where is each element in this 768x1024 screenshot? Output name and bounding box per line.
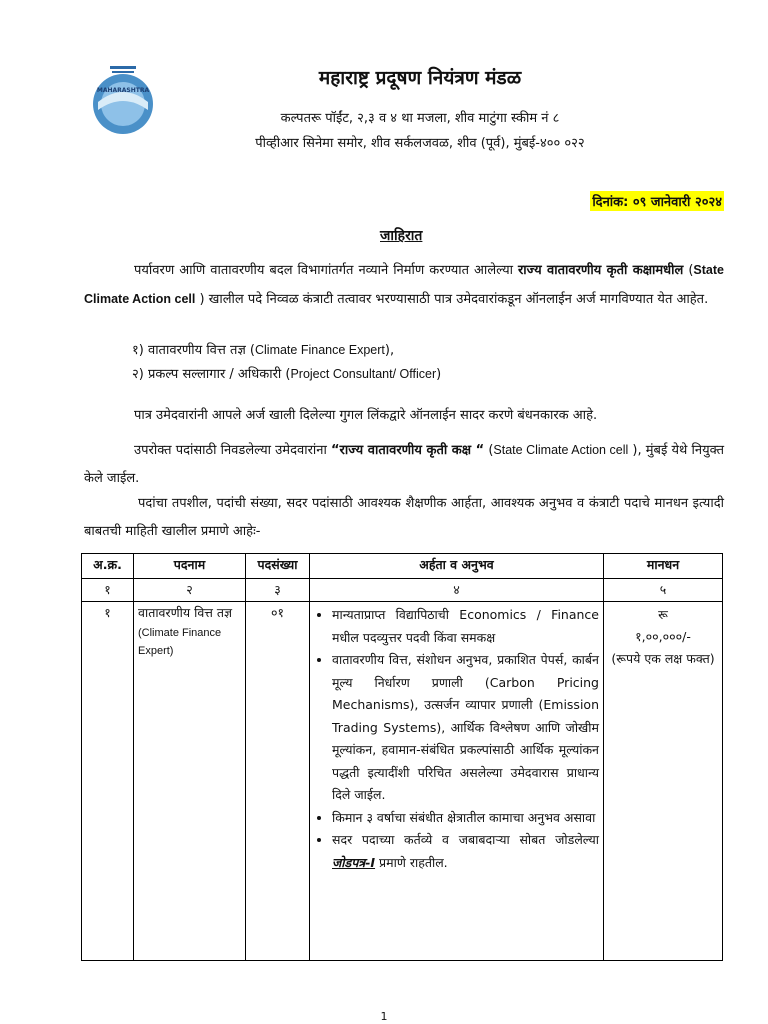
- posting-bold: “राज्य वातावरणीय कृती कक्ष “: [330, 443, 485, 458]
- mpcb-logo: [88, 62, 158, 136]
- row-sr: १: [82, 602, 134, 961]
- row-post: [134, 602, 246, 961]
- intro-english: State Climate Action cell: [84, 263, 724, 306]
- row-pay: [604, 602, 723, 961]
- post-1-en: Climate Finance Expert: [254, 343, 385, 357]
- posting-text-3: ), मुंबई येथे नियुक्त केले जाईल.: [84, 443, 724, 486]
- apply-paragraph: [84, 402, 724, 430]
- intro-paragraph: [84, 256, 724, 314]
- annexure-link: जोडपत्र-I: [332, 854, 376, 870]
- pay-amount: १,००,०००/-: [635, 629, 691, 644]
- org-name: महाराष्ट्र प्रदूषण नियंत्रण मंडळ: [318, 67, 522, 89]
- posting-text-2: (: [484, 443, 494, 458]
- header-pay: मानधन: [604, 554, 723, 579]
- post-2-mr: २) प्रकल्प सल्लागार / अधिकारी (: [132, 367, 291, 382]
- table-column-number-row: [82, 579, 723, 602]
- date-label: दिनांक: ०९ जानेवारी २०२४: [590, 191, 724, 211]
- qualification-item: [332, 829, 599, 874]
- post-list-item-1: [132, 340, 394, 358]
- address-line-2: पीव्हीआर सिनेमा समोर, शीव सर्कलजवळ, शीव (पूर्व), मुंबई-४०० ०२२: [255, 136, 585, 151]
- row-count: ०१: [246, 602, 310, 961]
- header-qualification: अर्हता व अनुभव: [310, 554, 604, 579]
- col-number: ५: [604, 579, 723, 602]
- posting-paragraph: [84, 436, 724, 493]
- post-name-en: (Climate Finance Expert): [138, 627, 222, 657]
- posting-text-1: उपरोक्त पदांसाठी निवडलेल्या उमेदवारांना: [134, 443, 331, 458]
- intro-text-3: ) खालील पदे निव्वळ कंत्राटी तत्वावर भरण्यासाठी पात्र उमेदवारांकडून ऑनलाईन अर्ज मागविण्यात येत आहेत.: [195, 292, 709, 307]
- post-list-item-2: [132, 364, 441, 382]
- header-count: पदसंख्या: [246, 554, 310, 579]
- intro-text-2: (: [683, 263, 694, 278]
- post-2-end: ): [436, 367, 442, 382]
- intro-text-1: पर्यावरण आणि वातावरणीय बदल विभागांतर्गत नव्याने निर्माण करण्यात आलेल्या: [134, 263, 518, 278]
- post-1-end: ),: [384, 343, 395, 358]
- table-header-row: [82, 554, 723, 579]
- intro-bold: राज्य वातावरणीय कृती कक्षामधील: [517, 263, 684, 278]
- col-number: १: [82, 579, 134, 602]
- col-number: ४: [310, 579, 604, 602]
- table-row: [82, 602, 723, 961]
- posting-english: State Climate Action cell: [493, 443, 629, 457]
- address-line-1: कल्पतरू पॉईंट, २,३ व ४ था मजला, शीव माटुंगा स्कीम नं ८: [280, 111, 560, 126]
- qualification-item: • मान्यताप्राप्त विद्यापिठाची Economics / Finance मधील पदव्युत्तर पदवी किंवा समकक्ष: [332, 604, 599, 649]
- details-text: पदांचा तपशील, पदांची संख्या, सदर पदांसाठी आवश्यक शैक्षणीक आर्हता, आवश्यक अनुभव व कंत्राटी पदाचे मानधन इत्यादी बाबतची माहिती खालील प्रमाणे आहेः-: [84, 496, 724, 539]
- page-number: 1: [380, 1010, 388, 1023]
- header-post: पदनाम: [134, 554, 246, 579]
- header-sr: अ.क्र.: [82, 554, 134, 579]
- details-paragraph: [84, 490, 724, 546]
- post-name-mr: वातावरणीय वित्त तज्ञ: [138, 605, 233, 620]
- qualification-item: • किमान ३ वर्षाचा संबंधीत क्षेत्रातील कामाचा अनुभव असावा: [332, 807, 599, 830]
- logo-text: MAHARASHTRA: [96, 87, 150, 94]
- pay-words: (रूपये एक लक्ष फक्त): [611, 651, 715, 666]
- q4-text-2: प्रमाणे राहतील.: [375, 854, 448, 870]
- post-2-en: Project Consultant/ Officer: [290, 367, 437, 381]
- pay-currency: रू: [658, 607, 668, 622]
- post-1-mr: १) वातावरणीय वित्त तज्ञ (: [132, 343, 255, 358]
- row-qualification: [310, 602, 604, 961]
- posts-table: [81, 553, 723, 961]
- col-number: २: [134, 579, 246, 602]
- apply-text: पात्र उमेदवारांनी आपले अर्ज खाली दिलेल्या गुगल लिंकद्वारे ऑनलाईन सादर करणे बंधनकारक आहे.: [134, 408, 598, 423]
- col-number: ३: [246, 579, 310, 602]
- qualification-item: • वातावरणीय वित्त, संशोधन अनुभव, प्रकाशित पेपर्स, कार्बन मूल्य निर्धारण प्रणाली (Carbon Pricing Mechanisms), उत्सर्जन व्यापार प्रणाली (Emission Trading Systems), आर्थिक विश्लेषण आणि जोखीम मूल्यांकन, हवामान-संबंधित प्रकल्पांसाठी आर्थिक मूल्यांकन पद्धती इत्यादींशी परिचित असलेल्या उमेदवारास प्राधान्य दिले जाईल.: [332, 649, 599, 807]
- advertisement-heading: जाहिरात: [380, 228, 423, 244]
- q4-text-1: सदर पदाच्या कर्तव्ये व जबाबदाऱ्या सोबत जोडलेल्या: [332, 832, 599, 847]
